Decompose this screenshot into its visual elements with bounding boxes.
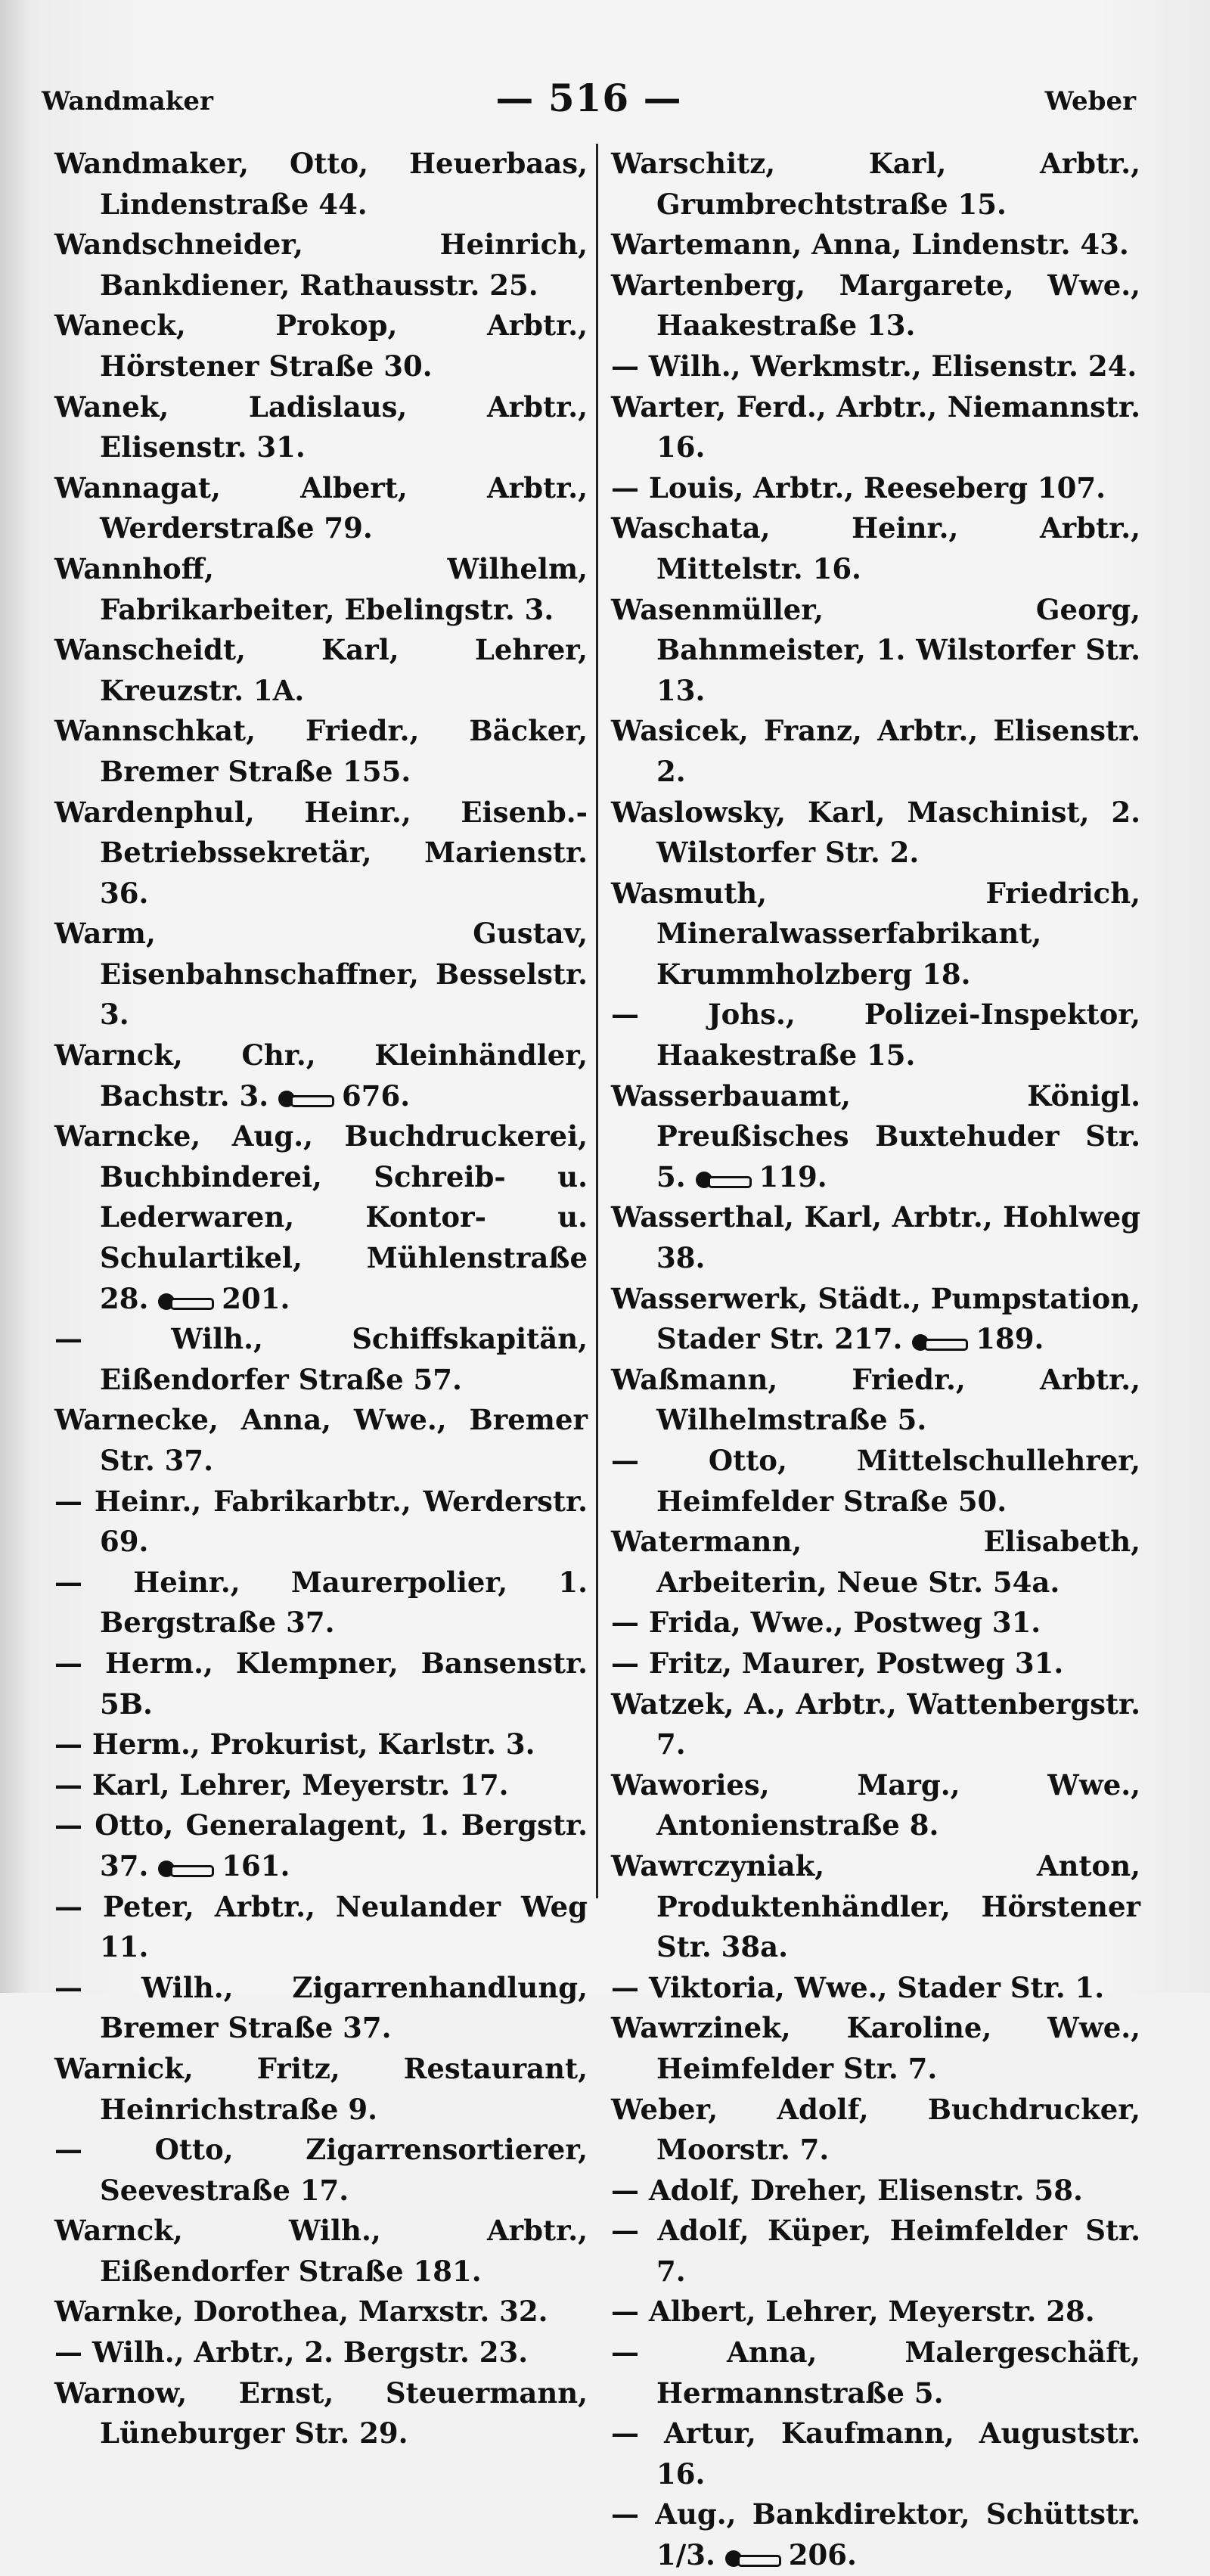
telephone-icon [696, 1171, 749, 1187]
left-column [54, 144, 588, 2454]
directory-entry: Wannhoff, Wilhelm, Fabrikarbeiter, Ebelingstr. 3. [54, 551, 588, 626]
directory-entry: Wardenphul, Heinr., Eisenb.-Betriebssekretär, Marienstr. 36. [54, 795, 588, 910]
right-column [611, 144, 1140, 2576]
directory-entry: — Adolf, Küper, Heimfelder Str. 7. [611, 2214, 1140, 2288]
directory-entry: Waneck, Prokop, Arbtr., Hörstener Straße 30. [54, 309, 588, 383]
directory-entry: — Wilh., Werkmstr., Elisenstr. 24. [611, 349, 1137, 383]
directory-entry: — Frida, Wwe., Postweg 31. [611, 1606, 1041, 1640]
directory-entry: Watzek, A., Arbtr., Wattenbergstr. 7. [611, 1687, 1140, 1761]
directory-entry: Wandmaker, Otto, Heuerbaas, Lindenstraße 44. [54, 147, 588, 221]
directory-entry: Wasmuth, Friedrich, Mineralwasserfabrikant, Krummholzberg 18. [611, 876, 1140, 991]
directory-entry: — Herm., Prokurist, Karlstr. 3. [54, 1727, 535, 1761]
directory-entry: — Johs., Polizei-Inspektor, Haakestraße 15. [611, 998, 1140, 1072]
column-divider [596, 144, 598, 1898]
directory-entry: — Otto, Generalagent, 1. Bergstr. 37. 161. [54, 1808, 588, 1882]
directory-entry: — Artur, Kaufmann, Auguststr. 16. [611, 2416, 1140, 2491]
directory-entry: Wasicek, Franz, Arbtr., Elisenstr. 2. [611, 714, 1140, 788]
header-left-keyword: Wandmaker [42, 86, 213, 116]
directory-entry: Wasenmüller, Georg, Bahnmeister, 1. Wilstorfer Str. 13. [611, 592, 1140, 707]
directory-entry: Wawrzinek, Karoline, Wwe., Heimfelder Str. 7. [611, 2011, 1140, 2085]
directory-entry: — Wilh., Arbtr., 2. Bergstr. 23. [54, 2335, 529, 2370]
directory-entry: Wasserwerk, Städt., Pumpstation, Stader Str. 217. 189. [611, 1281, 1140, 1356]
directory-entry: — Heinr., Maurerpolier, 1. Bergstraße 37. [54, 1565, 588, 1640]
directory-entry: Waschata, Heinr., Arbtr., Mittelstr. 16. [611, 511, 1140, 585]
directory-entry: — Adolf, Dreher, Elisenstr. 58. [611, 2173, 1083, 2207]
directory-entry: — Fritz, Maurer, Postweg 31. [611, 1646, 1064, 1680]
directory-entry: Waslowsky, Karl, Maschinist, 2. Wilstorfer Str. 2. [611, 795, 1140, 870]
directory-entry: Wannschkat, Friedr., Bäcker, Bremer Straße 155. [54, 714, 588, 788]
directory-entry: — Albert, Lehrer, Meyerstr. 28. [611, 2295, 1095, 2329]
directory-entry: Wartemann, Anna, Lindenstr. 43. [611, 228, 1129, 262]
page-number: — 516 — [495, 76, 682, 120]
directory-entry: Weber, Adolf, Buchdrucker, Moorstr. 7. [611, 2092, 1140, 2167]
directory-entry: — Anna, Malergeschäft, Hermannstraße 5. [611, 2335, 1140, 2410]
directory-entry: Waßmann, Friedr., Arbtr., Wilhelmstraße 5. [611, 1362, 1140, 1437]
directory-entry: Watermann, Elisabeth, Arbeiterin, Neue Str. 54a. [611, 1525, 1140, 1599]
directory-entry: Wasserthal, Karl, Arbtr., Hohlweg 38. [611, 1200, 1140, 1275]
directory-entry: Warnick, Fritz, Restaurant, Heinrichstraße 9. [54, 2051, 588, 2126]
directory-entry: Warnck, Chr., Kleinhändler, Bachstr. 3. 676. [54, 1038, 588, 1113]
header-right-keyword: Weber [1044, 86, 1136, 116]
directory-entry: — Otto, Mittelschullehrer, Heimfelder Straße 50. [611, 1444, 1140, 1518]
directory-entry: Warnke, Dorothea, Marxstr. 32. [54, 2295, 548, 2329]
directory-entry: Wannagat, Albert, Arbtr., Werderstraße 79. [54, 470, 588, 545]
directory-entry: — Wilh., Zigarrenhandlung, Bremer Straße 37. [54, 1970, 588, 2045]
directory-entry: — Karl, Lehrer, Meyerstr. 17. [54, 1768, 509, 1802]
telephone-icon [278, 1090, 331, 1106]
directory-entry: — Wilh., Schiffskapitän, Eißendorfer Straße 57. [54, 1322, 588, 1396]
directory-entry: Warnck, Wilh., Arbtr., Eißendorfer Straße 181. [54, 2214, 588, 2288]
directory-entry: — Heinr., Fabrikarbtr., Werderstr. 69. [54, 1484, 588, 1559]
directory-entry: Warter, Ferd., Arbtr., Niemannstr. 16. [611, 390, 1140, 464]
directory-entry: — Aug., Bankdirektor, Schüttstr. 1/3. 206. [611, 2497, 1140, 2572]
directory-entry: Wawories, Marg., Wwe., Antonienstraße 8. [611, 1768, 1140, 1842]
directory-entry: — Viktoria, Wwe., Stader Str. 1. [611, 1970, 1105, 2004]
directory-entry: Warschitz, Karl, Arbtr., Grumbrechtstraße 15. [611, 147, 1140, 221]
directory-entry: Wartenberg, Margarete, Wwe., Haakestraße 13. [611, 268, 1140, 343]
directory-entry: — Peter, Arbtr., Neulander Weg 11. [54, 1889, 588, 1964]
telephone-icon [912, 1333, 965, 1350]
directory-entry: — Herm., Klempner, Bansenstr. 5B. [54, 1646, 588, 1721]
directory-entry: Wawrczyniak, Anton, Produktenhändler, Hörstener Str. 38a. [611, 1848, 1140, 1964]
directory-entry: Wasserbauamt, Königl. Preußisches Buxtehuder Str. 5. 119. [611, 1079, 1140, 1193]
directory-entry: Wanscheidt, Karl, Lehrer, Kreuzstr. 1A. [54, 633, 588, 707]
telephone-icon [158, 1293, 211, 1309]
telephone-icon [725, 2550, 778, 2566]
directory-entry: Wandschneider, Heinrich, Bankdiener, Rathausstr. 25. [54, 228, 588, 302]
telephone-icon [158, 1860, 211, 1876]
directory-entry: Warncke, Aug., Buchdruckerei, Buchbinderei, Schreib- u. Lederwaren, Kontor- u. Schulartikel, Mühlenstraße 28. 201. [54, 1119, 588, 1315]
directory-entry: — Otto, Zigarrensortierer, Seevestraße 17. [54, 2133, 588, 2207]
directory-entry: — Louis, Arbtr., Reeseberg 107. [611, 470, 1106, 504]
directory-entry: Warm, Gustav, Eisenbahnschaffner, Besselstr. 3. [54, 917, 588, 1032]
directory-entry: Warnow, Ernst, Steuermann, Lüneburger Str. 29. [54, 2376, 588, 2450]
directory-entry: Warnecke, Anna, Wwe., Bremer Str. 37. [54, 1403, 588, 1477]
page-header [42, 76, 1136, 129]
directory-entry: Wanek, Ladislaus, Arbtr., Elisenstr. 31. [54, 390, 588, 464]
